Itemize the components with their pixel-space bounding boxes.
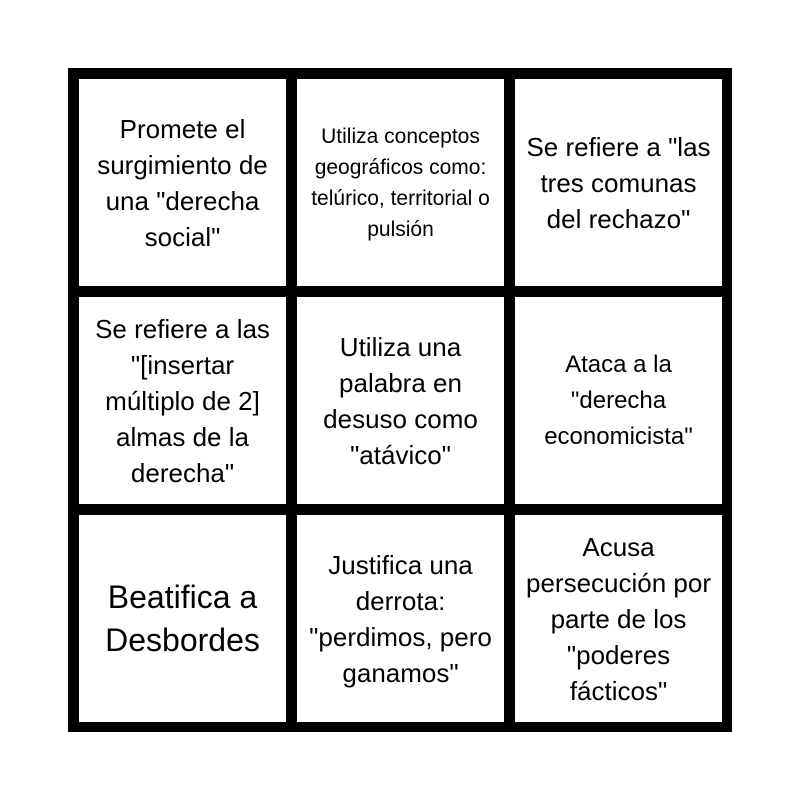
- bingo-cell-text: Se refiere a las "[insertar múltiplo de 2] almas de la derecha": [95, 313, 270, 488]
- bingo-cell-text: Acusa persecución por parte de los "poderes fácticos": [526, 531, 711, 706]
- bingo-cell-text: Ataca a la "derecha economicista": [544, 350, 693, 450]
- bingo-cell-5[interactable]: [297, 297, 504, 504]
- bingo-cell-4[interactable]: [79, 297, 286, 504]
- bingo-cell-text: Justifica una derrota: "perdimos, pero ganamos": [309, 549, 492, 688]
- bingo-board: [68, 68, 732, 732]
- bingo-cell-text: Se refiere a "las tres comunas del rechazo": [526, 131, 711, 234]
- bingo-cell-8[interactable]: [297, 515, 504, 722]
- bingo-cell-6[interactable]: [515, 297, 722, 504]
- bingo-cell-9[interactable]: [515, 515, 722, 722]
- bingo-cell-text: Beatifica a Desbordes: [105, 578, 260, 658]
- bingo-cell-1[interactable]: [79, 79, 286, 286]
- bingo-cell-3[interactable]: [515, 79, 722, 286]
- bingo-cell-text: Promete el surgimiento de una "derecha social": [97, 113, 268, 252]
- bingo-cell-text: Utiliza una palabra en desuso como "atávico": [323, 331, 478, 470]
- bingo-cell-2[interactable]: [297, 79, 504, 286]
- bingo-cell-7[interactable]: [79, 515, 286, 722]
- bingo-cell-text: Utiliza conceptos geográficos como: telúrico, territorial o pulsión: [311, 124, 490, 241]
